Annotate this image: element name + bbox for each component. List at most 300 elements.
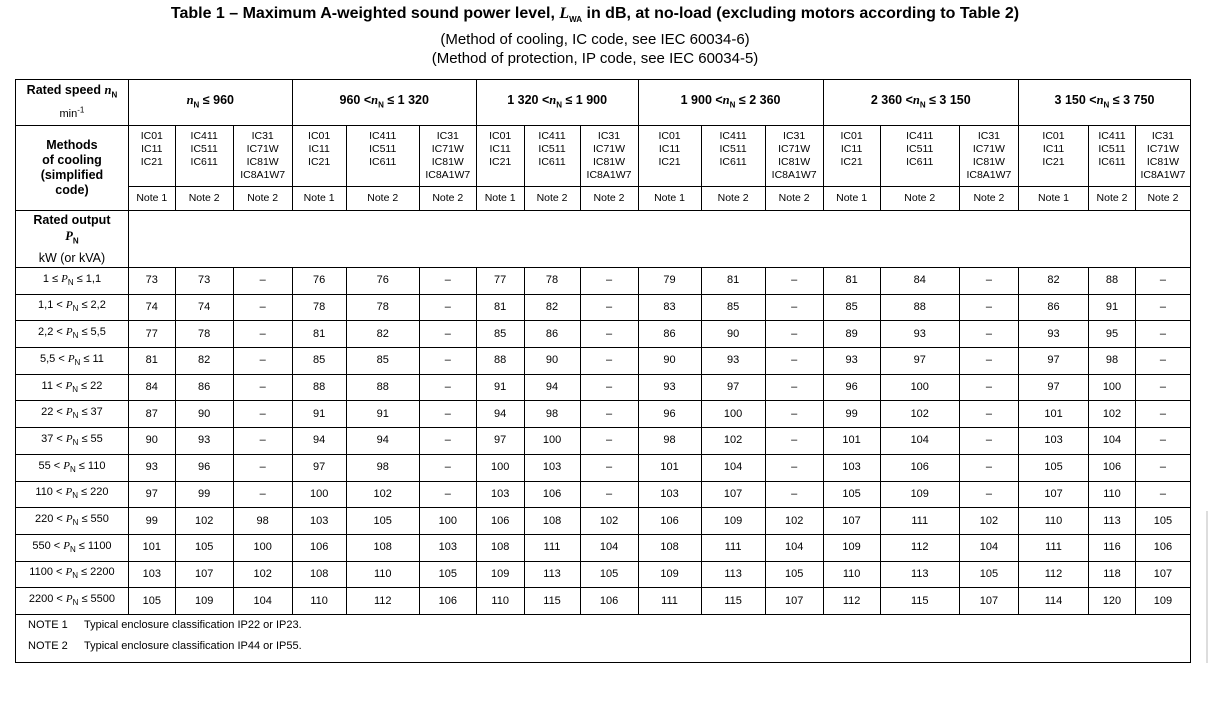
- sound-level-cell: 111: [524, 534, 580, 561]
- speed-group-symbol: n: [1096, 92, 1104, 107]
- speed-group-symbol: n: [722, 92, 730, 107]
- sound-level-cell: 109: [823, 534, 880, 561]
- sound-level-cell: –: [233, 348, 292, 375]
- cooling-code: IC71W: [431, 143, 464, 155]
- cooling-code: IC611: [190, 156, 218, 168]
- rated-output-range: [16, 374, 129, 401]
- cooling-code: IC11: [840, 143, 863, 155]
- sound-level-cell: 105: [175, 534, 233, 561]
- sound-level-cell: –: [580, 401, 638, 428]
- cooling-code: IC21: [140, 156, 163, 168]
- sound-level-cell: 90: [638, 348, 701, 375]
- range-upper: ≤ 1,1: [73, 272, 102, 285]
- range-symbol-sub: N: [72, 491, 78, 501]
- sound-level-cell: 86: [524, 321, 580, 348]
- cooling-code-cell: [476, 126, 524, 187]
- sound-level-cell: 111: [880, 508, 959, 535]
- sound-level-cell: –: [1135, 321, 1190, 348]
- sound-level-cell: 91: [292, 401, 346, 428]
- sound-level-cell: –: [233, 428, 292, 455]
- cooling-code: IC11: [1042, 143, 1065, 155]
- sound-level-cell: 85: [346, 348, 419, 375]
- range-upper: ≤ 22: [78, 379, 103, 392]
- cooling-code: IC31: [251, 130, 274, 142]
- sound-power-table: [15, 79, 1191, 663]
- sound-level-cell: –: [765, 428, 823, 455]
- note-label: NOTE 1: [28, 618, 68, 631]
- sound-level-cell: 84: [128, 374, 175, 401]
- sound-level-cell: 94: [524, 374, 580, 401]
- cooling-code: IC31: [977, 130, 1001, 142]
- sound-level-cell: 81: [292, 321, 346, 348]
- sound-level-cell: –: [580, 348, 638, 375]
- sound-level-cell: 106: [638, 508, 701, 535]
- sound-level-cell: 78: [524, 268, 580, 295]
- table-title: Table 1 – Maximum A-weighted sound power level, $L_{WA}$ in dB, at no-load (excluding motors according to Table 2): [170, 5, 1020, 25]
- sound-level-cell: 82: [175, 348, 233, 375]
- sound-level-cell: 105: [346, 508, 419, 535]
- range-symbol: P: [65, 566, 73, 579]
- cooling-code: IC81W: [778, 156, 811, 168]
- sound-level-cell: 113: [880, 561, 959, 588]
- sound-level-cell: 110: [292, 588, 346, 615]
- rated-output-range: [16, 321, 129, 348]
- sound-level-cell: 102: [880, 401, 959, 428]
- sound-level-cell: 116: [1089, 534, 1136, 561]
- sound-level-cell: 81: [823, 268, 880, 295]
- sound-level-cell: 115: [701, 588, 765, 615]
- sound-level-cell: 109: [638, 561, 701, 588]
- sound-level-cell: 97: [880, 348, 959, 375]
- speed-group-suffix: ≤ 2 360: [735, 92, 781, 107]
- sound-level-cell: –: [765, 454, 823, 481]
- sound-level-cell: 86: [638, 321, 701, 348]
- sound-level-cell: 96: [175, 454, 233, 481]
- sound-level-cell: –: [233, 294, 292, 321]
- cooling-code: IC8A1W7: [586, 169, 632, 181]
- table-row: [16, 294, 1191, 321]
- sound-level-cell: –: [419, 428, 476, 455]
- cooling-code-cell: [880, 126, 959, 187]
- sound-level-cell: 94: [346, 428, 419, 455]
- sound-level-cell: –: [1135, 268, 1190, 295]
- cooling-code: IC31: [436, 130, 459, 142]
- cooling-note: Note 1: [128, 187, 175, 211]
- speed-group-prefix: 1 900 <: [680, 92, 723, 107]
- sound-level-cell: –: [959, 294, 1018, 321]
- sound-level-cell: –: [419, 294, 476, 321]
- sound-level-cell: 100: [233, 534, 292, 561]
- speed-group-symbol-sub: N: [193, 100, 200, 110]
- sound-level-cell: 112: [823, 588, 880, 615]
- sound-level-cell: 106: [419, 588, 476, 615]
- sound-level-cell: 102: [701, 428, 765, 455]
- rated-speed-header: Rated speed $n_N$ $\min^{-1}$: [16, 80, 129, 126]
- sound-level-cell: –: [580, 428, 638, 455]
- range-upper: ≤ 1100: [75, 539, 112, 552]
- sound-level-cell: 74: [175, 294, 233, 321]
- sound-level-cell: 91: [476, 374, 524, 401]
- sound-level-cell: 104: [880, 428, 959, 455]
- speed-group-header: [1018, 80, 1190, 126]
- sound-level-cell: 103: [476, 481, 524, 508]
- cooling-code: IC81W: [431, 156, 464, 168]
- cooling-code: IC21: [840, 156, 863, 168]
- cooling-code: IC511: [906, 143, 934, 155]
- cooling-code: IC21: [658, 156, 681, 168]
- speed-group-symbol: n: [912, 92, 920, 107]
- cooling-note: Note 2: [765, 187, 823, 211]
- sound-level-cell: 81: [701, 268, 765, 295]
- sound-level-cell: 106: [580, 588, 638, 615]
- sound-level-cell: 97: [476, 428, 524, 455]
- sound-level-cell: 93: [701, 348, 765, 375]
- sound-level-cell: 110: [1089, 481, 1136, 508]
- sound-level-cell: –: [959, 428, 1018, 455]
- sound-level-cell: 100: [524, 428, 580, 455]
- cooling-code: IC611: [369, 156, 397, 168]
- sound-level-cell: 114: [1018, 588, 1088, 615]
- cooling-notes-row: [16, 187, 1191, 211]
- cooling-note: Note 2: [959, 187, 1018, 211]
- sound-level-cell: 90: [128, 428, 175, 455]
- sound-level-cell: 102: [233, 561, 292, 588]
- cooling-code-cell: [346, 126, 419, 187]
- sound-level-cell: 98: [1089, 348, 1136, 375]
- sound-level-cell: –: [1135, 294, 1190, 321]
- sound-level-cell: 103: [1018, 428, 1088, 455]
- sound-level-cell: –: [765, 294, 823, 321]
- sound-level-cell: 98: [233, 508, 292, 535]
- speed-group-header: [638, 80, 823, 126]
- sound-level-cell: 76: [292, 268, 346, 295]
- sound-level-cell: 112: [346, 588, 419, 615]
- cooling-note: Note 1: [823, 187, 880, 211]
- table-row: [16, 268, 1191, 295]
- cooling-code: IC611: [719, 156, 747, 168]
- speed-group-suffix: ≤ 3 150: [925, 92, 971, 107]
- sound-level-cell: 105: [1018, 454, 1088, 481]
- range-symbol: P: [63, 459, 70, 472]
- sound-level-cell: 85: [476, 321, 524, 348]
- sound-level-cell: 104: [233, 588, 292, 615]
- speed-group-suffix: ≤ 1 320: [383, 92, 429, 107]
- range-lower: 37 <: [41, 432, 66, 445]
- cooling-code-cell: [524, 126, 580, 187]
- cooling-code: IC411: [1098, 130, 1126, 142]
- rated-output-range: [16, 454, 129, 481]
- cooling-note: Note 2: [175, 187, 233, 211]
- sound-level-cell: 109: [175, 588, 233, 615]
- sound-level-cell: 78: [292, 294, 346, 321]
- cooling-code: IC01: [658, 130, 681, 142]
- sound-level-cell: 107: [959, 588, 1018, 615]
- table-row: [16, 401, 1191, 428]
- sound-level-cell: 115: [524, 588, 580, 615]
- sound-level-cell: 93: [128, 454, 175, 481]
- speed-group-symbol: n: [549, 92, 557, 107]
- sound-level-cell: 97: [701, 374, 765, 401]
- sound-level-cell: 104: [765, 534, 823, 561]
- cooling-note: Note 1: [476, 187, 524, 211]
- sound-level-cell: 107: [701, 481, 765, 508]
- cooling-code-cell: [701, 126, 765, 187]
- range-upper: ≤ 110: [75, 459, 106, 472]
- cooling-code: IC11: [658, 143, 681, 155]
- sound-level-cell: 88: [346, 374, 419, 401]
- rated-output-row: [16, 211, 1191, 268]
- speed-header-row: [16, 80, 1191, 126]
- cooling-code: IC8A1W7: [771, 169, 817, 181]
- cooling-code-cell: [638, 126, 701, 187]
- sound-level-cell: 103: [524, 454, 580, 481]
- range-upper: ≤ 11: [80, 352, 104, 365]
- cooling-note: Note 1: [292, 187, 346, 211]
- sound-level-cell: 97: [128, 481, 175, 508]
- table-row: [16, 561, 1191, 588]
- range-symbol: P: [65, 299, 73, 312]
- speed-group-prefix: 960 <: [339, 92, 372, 107]
- sound-level-cell: 109: [701, 508, 765, 535]
- sound-level-cell: 90: [175, 401, 233, 428]
- table-subtitle-protection: (Method of protection, IP code, see IEC 60034-5): [431, 50, 759, 68]
- sound-level-cell: 87: [128, 401, 175, 428]
- speed-group-header: [128, 80, 292, 126]
- note-text: Typical enclosure classification IP44 or IP55.: [84, 639, 302, 652]
- sound-level-cell: 110: [823, 561, 880, 588]
- sound-level-cell: 85: [292, 348, 346, 375]
- cooling-code: IC11: [489, 143, 511, 155]
- cooling-code: IC8A1W7: [240, 169, 286, 181]
- sound-level-cell: 99: [175, 481, 233, 508]
- range-symbol: P: [65, 486, 73, 499]
- sound-level-cell: 111: [1018, 534, 1088, 561]
- sound-level-cell: 102: [959, 508, 1018, 535]
- sound-level-cell: 84: [880, 268, 959, 295]
- rated-output-range: [16, 588, 129, 615]
- sound-level-cell: 82: [346, 321, 419, 348]
- sound-level-cell: –: [765, 374, 823, 401]
- sound-level-cell: 103: [292, 508, 346, 535]
- cooling-code: IC8A1W7: [966, 169, 1012, 181]
- sound-level-cell: 93: [823, 348, 880, 375]
- rated-output-blank: [128, 211, 1190, 268]
- sound-level-cell: 111: [638, 588, 701, 615]
- sound-level-cell: 100: [1089, 374, 1136, 401]
- speed-group-symbol-sub: N: [1103, 100, 1110, 110]
- sound-level-cell: 108: [524, 508, 580, 535]
- sound-level-cell: 82: [524, 294, 580, 321]
- cooling-code: IC31: [783, 130, 806, 142]
- cooling-note: Note 2: [701, 187, 765, 211]
- cooling-note: Note 2: [346, 187, 419, 211]
- cooling-code: IC71W: [592, 143, 626, 155]
- sound-level-cell: 85: [701, 294, 765, 321]
- note-row: [16, 636, 1191, 663]
- speed-group-symbol-sub: N: [919, 100, 926, 110]
- cooling-code: IC8A1W7: [425, 169, 471, 181]
- sound-level-cell: –: [419, 401, 476, 428]
- table-row: [16, 534, 1191, 561]
- speed-group-header: [292, 80, 476, 126]
- cooling-code: IC01: [1042, 130, 1065, 142]
- cooling-code: IC411: [538, 130, 566, 142]
- sound-level-cell: 105: [1135, 508, 1190, 535]
- sound-level-cell: 103: [419, 534, 476, 561]
- cooling-code: IC8A1W7: [1140, 169, 1186, 181]
- sound-level-cell: 97: [1018, 374, 1088, 401]
- cooling-code: IC81W: [972, 156, 1005, 168]
- rated-output-range: [16, 561, 129, 588]
- sound-level-cell: 85: [823, 294, 880, 321]
- sound-level-cell: 77: [128, 321, 175, 348]
- range-lower: 5,5 <: [39, 352, 68, 365]
- sound-level-cell: –: [959, 268, 1018, 295]
- cooling-code-cell: [233, 126, 292, 187]
- sound-level-cell: 108: [476, 534, 524, 561]
- table-row: [16, 428, 1191, 455]
- sound-level-cell: 107: [823, 508, 880, 535]
- range-symbol: P: [65, 379, 73, 392]
- sound-level-cell: 105: [419, 561, 476, 588]
- sound-level-cell: –: [1135, 401, 1190, 428]
- cooling-code: IC81W: [246, 156, 279, 168]
- range-lower: 550 <: [32, 539, 64, 552]
- cooling-code: IC611: [1098, 156, 1126, 168]
- sound-level-cell: –: [959, 481, 1018, 508]
- cooling-code: IC611: [538, 156, 566, 168]
- cooling-code-cell: [1018, 126, 1088, 187]
- table-note: [16, 614, 1191, 636]
- sound-level-cell: 98: [638, 428, 701, 455]
- speed-group-suffix: ≤ 1 900: [561, 92, 608, 107]
- sound-level-cell: –: [419, 348, 476, 375]
- cooling-code: IC71W: [972, 143, 1005, 155]
- range-lower: 220 <: [34, 512, 66, 525]
- sound-level-cell: 97: [292, 454, 346, 481]
- sound-level-cell: 76: [346, 268, 419, 295]
- range-lower: 55 <: [38, 459, 64, 472]
- sound-level-cell: –: [765, 321, 823, 348]
- cooling-codes-row: [16, 126, 1191, 187]
- sound-level-cell: –: [765, 481, 823, 508]
- sound-level-cell: 113: [1089, 508, 1136, 535]
- sound-level-cell: 96: [823, 374, 880, 401]
- table-subtitle-cooling: (Method of cooling, IC code, see IEC 60034-6): [440, 31, 750, 49]
- sound-level-cell: –: [1135, 348, 1190, 375]
- sound-level-cell: 107: [1018, 481, 1088, 508]
- speed-group-prefix: 3 150 <: [1054, 92, 1097, 107]
- range-upper: ≤ 2,2: [78, 299, 106, 312]
- cooling-code-cell: [765, 126, 823, 187]
- sound-level-cell: 93: [880, 321, 959, 348]
- cooling-code-cell: [419, 126, 476, 187]
- rated-output-range: [16, 294, 129, 321]
- cooling-code: IC01: [140, 130, 163, 142]
- range-upper: ≤ 55: [78, 432, 103, 445]
- sound-level-cell: –: [419, 481, 476, 508]
- sound-level-cell: –: [1135, 481, 1190, 508]
- sound-level-cell: 101: [638, 454, 701, 481]
- sound-level-cell: 110: [476, 588, 524, 615]
- cooling-code: IC511: [190, 143, 218, 155]
- range-upper: ≤ 2200: [78, 566, 115, 579]
- cooling-note: Note 2: [419, 187, 476, 211]
- speed-group-symbol: n: [186, 92, 194, 107]
- sound-level-cell: –: [765, 268, 823, 295]
- cooling-note: Note 2: [880, 187, 959, 211]
- cooling-code: IC01: [489, 130, 512, 142]
- note-row: [16, 614, 1191, 636]
- sound-level-cell: –: [580, 294, 638, 321]
- sound-level-cell: 104: [1089, 428, 1136, 455]
- sound-level-cell: 96: [638, 401, 701, 428]
- cooling-code-cell: [823, 126, 880, 187]
- sound-level-cell: 102: [346, 481, 419, 508]
- sound-level-cell: 94: [292, 428, 346, 455]
- sound-level-cell: –: [419, 454, 476, 481]
- sound-level-cell: –: [1135, 454, 1190, 481]
- cooling-code: IC11: [308, 143, 330, 155]
- sound-level-cell: 73: [128, 268, 175, 295]
- sound-level-cell: 105: [959, 561, 1018, 588]
- sound-level-cell: 105: [823, 481, 880, 508]
- cooling-code: IC21: [1042, 156, 1065, 168]
- sound-level-cell: 107: [1135, 561, 1190, 588]
- sound-level-cell: –: [959, 321, 1018, 348]
- sound-level-cell: 108: [638, 534, 701, 561]
- cooling-code: IC411: [719, 130, 747, 142]
- cooling-code-cell: [1089, 126, 1136, 187]
- sound-level-cell: –: [419, 268, 476, 295]
- sound-level-cell: –: [765, 401, 823, 428]
- cooling-code: IC71W: [778, 143, 811, 155]
- range-symbol: P: [65, 512, 73, 525]
- speed-group-symbol-sub: N: [556, 100, 562, 110]
- sound-level-cell: 91: [1089, 294, 1136, 321]
- sound-level-cell: 112: [880, 534, 959, 561]
- cooling-code-cell: [959, 126, 1018, 187]
- sound-level-cell: 102: [765, 508, 823, 535]
- sound-level-cell: 102: [580, 508, 638, 535]
- sound-level-cell: 90: [701, 321, 765, 348]
- sound-level-cell: 102: [175, 508, 233, 535]
- sound-level-cell: 78: [175, 321, 233, 348]
- cooling-note: Note 2: [233, 187, 292, 211]
- sound-level-cell: –: [1135, 374, 1190, 401]
- sound-level-cell: 90: [524, 348, 580, 375]
- speed-group-header: [823, 80, 1018, 126]
- speed-group-prefix: 2 360 <: [870, 92, 913, 107]
- range-lower: 1100 <: [29, 566, 66, 579]
- sound-level-cell: 88: [292, 374, 346, 401]
- range-symbol-sub: N: [72, 518, 79, 528]
- sound-level-cell: 81: [476, 294, 524, 321]
- sound-level-cell: 111: [701, 534, 765, 561]
- range-lower: 11 <: [41, 379, 66, 392]
- range-upper: ≤ 220: [77, 486, 109, 499]
- sound-level-cell: 101: [823, 428, 880, 455]
- range-symbol: P: [65, 593, 73, 605]
- speed-group-suffix: ≤ 960: [199, 92, 234, 107]
- table-note: [16, 636, 1191, 663]
- sound-level-cell: 100: [701, 401, 765, 428]
- range-lower: 2200 <: [28, 593, 66, 605]
- table-row: [16, 508, 1191, 535]
- sound-level-cell: 108: [346, 534, 419, 561]
- cooling-code: IC511: [1098, 143, 1126, 155]
- range-symbol: P: [67, 352, 75, 365]
